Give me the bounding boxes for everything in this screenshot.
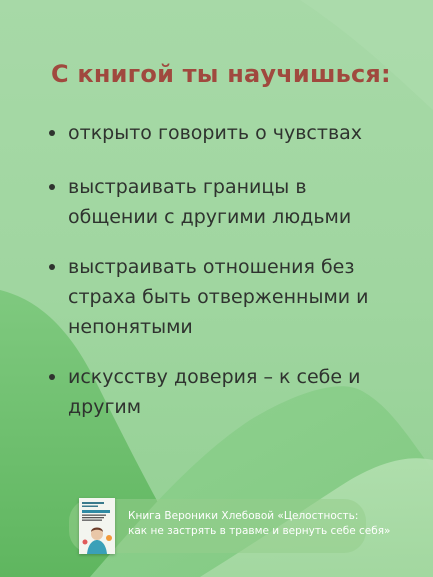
book-cover-image (79, 498, 115, 554)
list-item-text: выстраивать отношения без страха быть отверженными и непонятыми (68, 256, 369, 338)
page-title: С книгой ты научишься: (51, 60, 391, 88)
book-caption-line: как не застрять в травме и вернуть себе себя» (128, 525, 391, 537)
book-cover-illustration (79, 498, 115, 554)
list-item (44, 172, 394, 232)
list-item (44, 118, 394, 148)
bullet-icon (49, 374, 55, 380)
bullet-icon (49, 264, 55, 270)
list-item-text: открыто говорить о чувствах (68, 122, 363, 144)
list-item-text: искусству доверия – к себе и другим (68, 366, 361, 418)
list-item-text: выстраивать границы в общении с другими людьми (68, 176, 352, 228)
book-caption (128, 509, 391, 539)
list-item (44, 252, 394, 342)
book-caption-line: Книга Вероники Хлебовой «Целостность: (128, 510, 359, 522)
list-item (44, 362, 394, 422)
bullet-icon (49, 130, 55, 136)
bullet-icon (49, 184, 55, 190)
skills-list (44, 118, 394, 448)
